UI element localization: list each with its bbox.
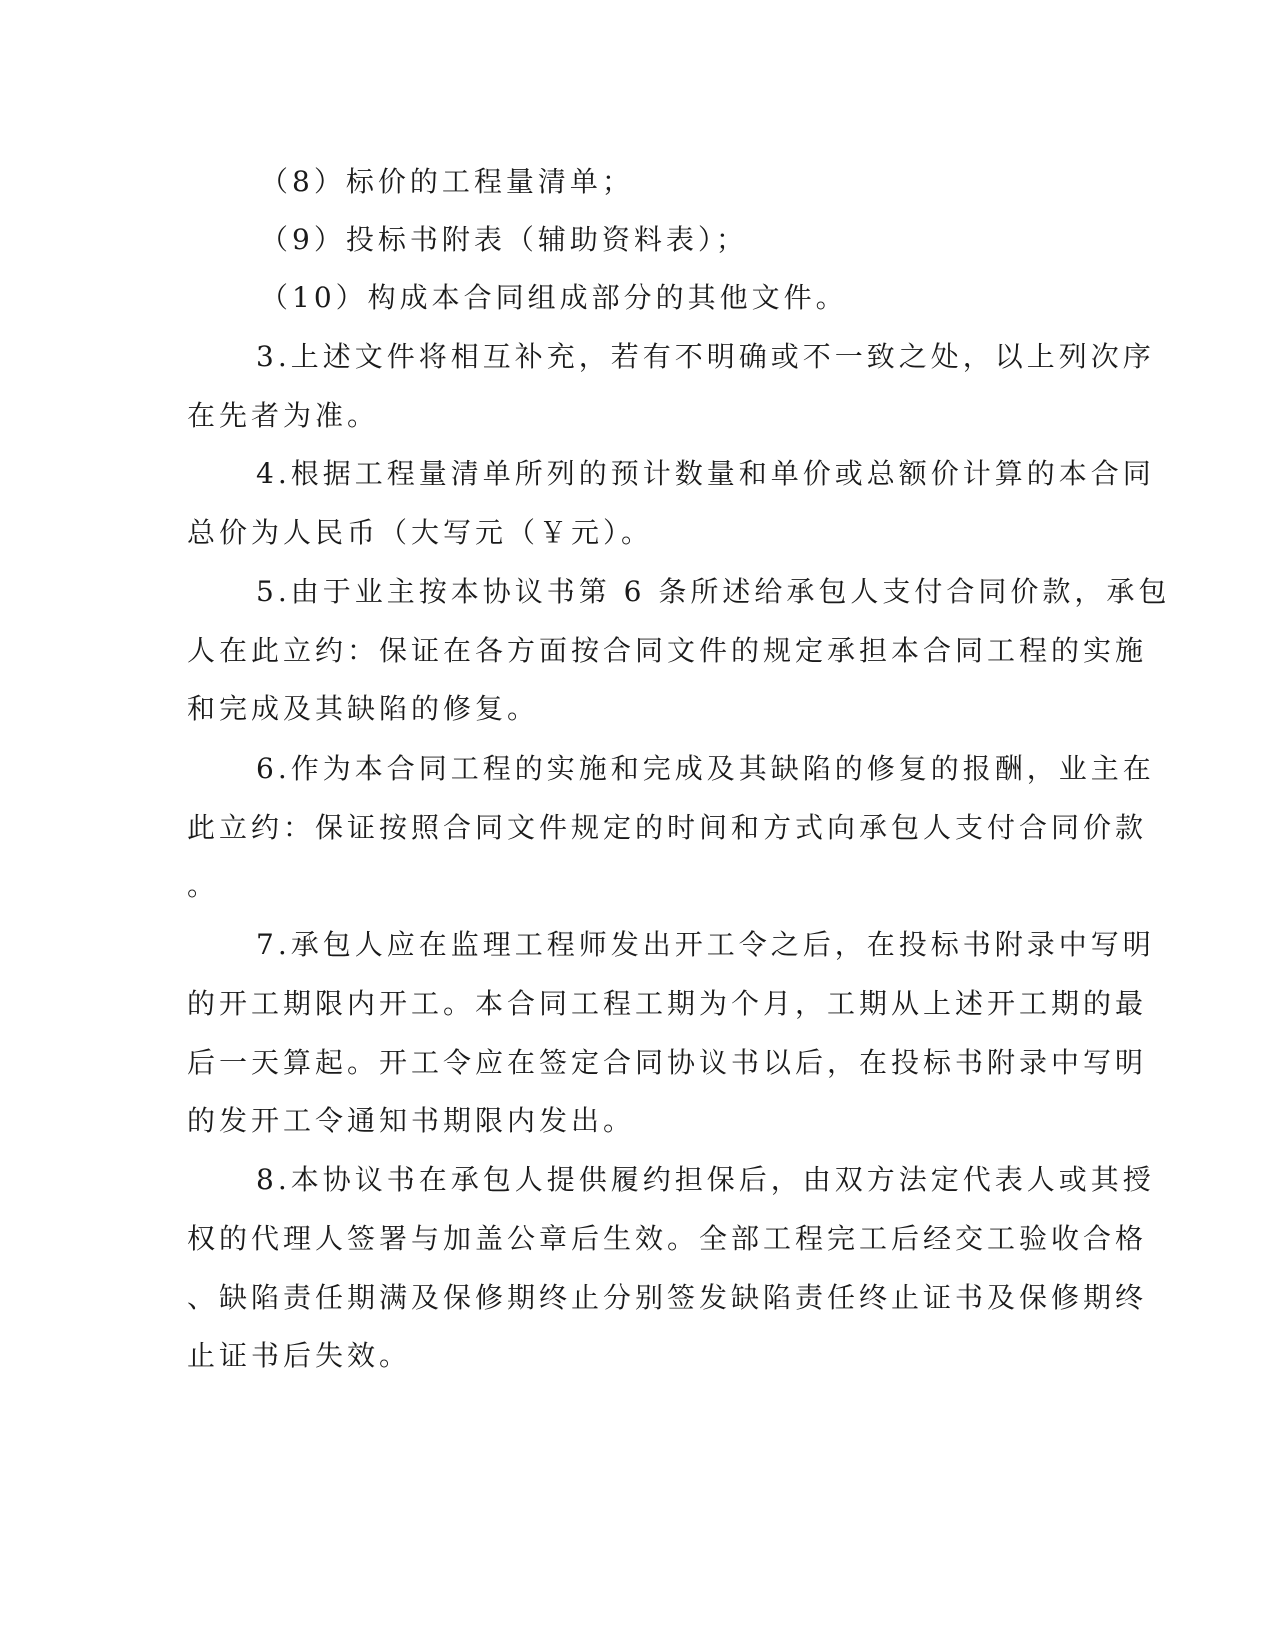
clause-3-line-2: 在先者为准。 [187, 399, 380, 432]
clause-7-line-3: 后一天算起。开工令应在签定合同协议书以后，在投标书附录中写明 [187, 1046, 1148, 1079]
clause-5-line-3: 和完成及其缺陷的修复。 [187, 692, 540, 725]
clause-4-line-1: 4.根据工程量清单所列的预计数量和单价或总额价计算的本合同 [256, 457, 1155, 490]
clause-6-line-1: 6.作为本合同工程的实施和完成及其缺陷的修复的报酬，业主在 [256, 752, 1155, 785]
clause-8-line-3: 、缺陷责任期满及保修期终止分别签发缺陷责任终止证书及保修期终 [187, 1281, 1148, 1314]
clause-7-line-4: 的发开工令通知书期限内发出。 [187, 1104, 636, 1137]
clause-3-line-1: 3.上述文件将相互补充，若有不明确或不一致之处，以上列次序 [256, 340, 1155, 373]
clause-8-line-1: 8.本协议书在承包人提供履约担保后，由双方法定代表人或其授 [256, 1163, 1155, 1196]
clause-7-line-2: 的开工期限内开工。本合同工程工期为个月，工期从上述开工期的最 [187, 987, 1148, 1020]
list-item-8: （8）标价的工程量清单； [260, 165, 634, 198]
list-item-9: （9）投标书附表（辅助资料表）； [260, 223, 748, 256]
list-item-10: （10）构成本合同组成部分的其他文件。 [260, 281, 848, 314]
clause-5-line-1: 5.由于业主按本协议书第 6 条所述给承包人支付合同价款，承包 [256, 575, 1171, 608]
clause-5-line-2: 人在此立约：保证在各方面按合同文件的规定承担本合同工程的实施 [187, 634, 1148, 667]
clause-6-line-3: 。 [187, 869, 220, 902]
clause-6-line-2: 此立约：保证按照合同文件规定的时间和方式向承包人支付合同价款 [187, 811, 1148, 844]
clause-8-line-4: 止证书后失效。 [187, 1339, 412, 1372]
clause-4-line-2: 总价为人民币（大写元（￥元）。 [187, 516, 654, 549]
clause-7-line-1: 7.承包人应在监理工程师发出开工令之后，在投标书附录中写明 [256, 928, 1155, 961]
clause-8-line-2: 权的代理人签署与加盖公章后生效。全部工程完工后经交工验收合格 [187, 1222, 1148, 1255]
